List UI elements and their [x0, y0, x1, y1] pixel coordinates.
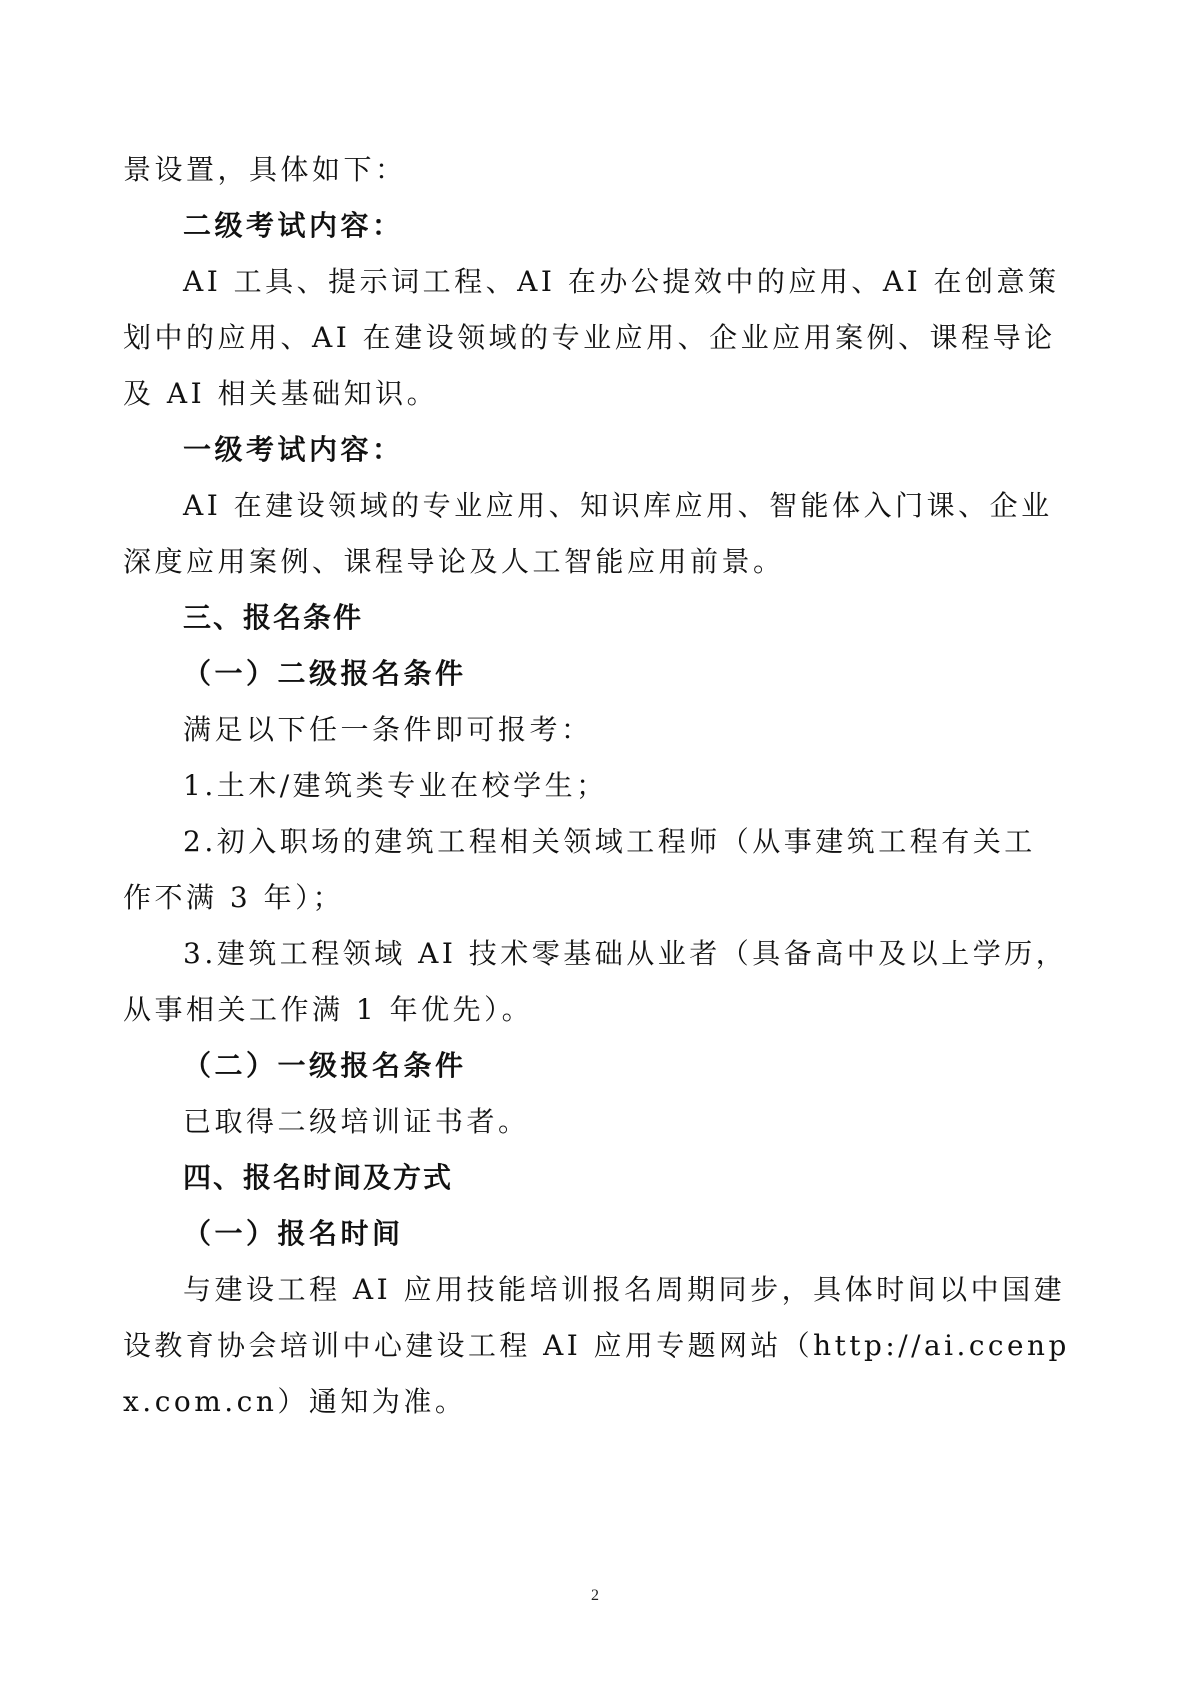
list-item: 2.初入职场的建筑工程相关领域工程师（从事建筑工程有关工 [183, 825, 1036, 858]
paragraph-line: 已取得二级培训证书者。 [183, 1105, 530, 1138]
paragraph-line: x.com.cn）通知为准。 [123, 1385, 467, 1418]
list-item-continuation: 作不满 3 年）； [123, 881, 345, 914]
subsection-heading-registration-time: （一）报名时间 [183, 1217, 404, 1250]
paragraph-line: AI 在建设领域的专业应用、知识库应用、智能体入门课、企业 [183, 489, 1053, 522]
exam-content-level1-heading: 一级考试内容： [183, 433, 404, 466]
paragraph-line: AI 工具、提示词工程、AI 在办公提效中的应用、AI 在创意策 [183, 265, 1060, 298]
paragraph-line: 设教育协会培训中心建设工程 AI 应用专题网站（http://ai.ccenp [123, 1329, 1070, 1362]
exam-content-level2-heading: 二级考试内容： [183, 209, 404, 242]
paragraph-line: 划中的应用、AI 在建设领域的专业应用、企业应用案例、课程导论 [123, 321, 1056, 354]
section-heading-registration-conditions: 三、报名条件 [183, 601, 364, 634]
paragraph-line: 及 AI 相关基础知识。 [123, 377, 439, 410]
paragraph-line: 满足以下任一条件即可报考： [183, 713, 593, 746]
paragraph-line: 景设置，具体如下： [123, 153, 407, 186]
paragraph-line: 深度应用案例、课程导论及人工智能应用前景。 [123, 545, 785, 578]
section-heading-registration-time: 四、报名时间及方式 [183, 1161, 454, 1194]
page-number: 2 [591, 1587, 599, 1604]
subsection-heading-level1-conditions: （二）一级报名条件 [183, 1049, 467, 1082]
paragraph-line: 与建设工程 AI 应用技能培训报名周期同步，具体时间以中国建 [183, 1273, 1066, 1306]
list-item: 3.建筑工程领域 AI 技术零基础从业者（具备高中及以上学历， [183, 937, 1068, 970]
list-item-continuation: 从事相关工作满 1 年优先）。 [123, 993, 534, 1026]
list-item: 1.土木/建筑类专业在校学生； [183, 769, 608, 802]
subsection-heading-level2-conditions: （一）二级报名条件 [183, 657, 467, 690]
